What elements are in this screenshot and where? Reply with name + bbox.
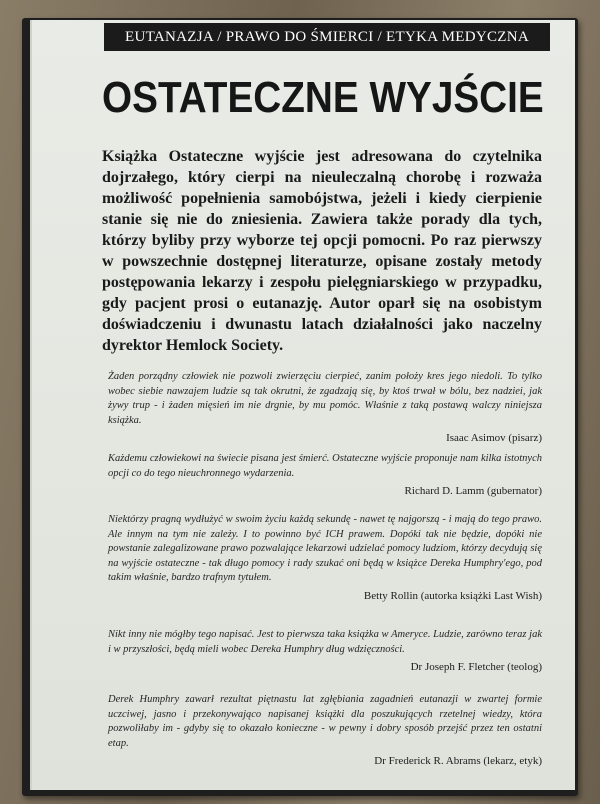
blurb-author: Dr Frederick R. Abrams (lekarz, etyk) bbox=[374, 755, 542, 767]
blurb-author: Dr Joseph F. Fletcher (teolog) bbox=[410, 661, 542, 673]
blurb-quote bbox=[108, 370, 542, 446]
subject-header-bar: EUTANAZJA / PRAWO DO ŚMIERCI / ETYKA MEDYCZNA bbox=[104, 23, 550, 51]
blurb-text: Każdemu człowiekowi na świecie pisana jest śmierć. Ostateczne wyjście proponuje nam kilka istotnych opcji co do tego nieuchronnego wydarzenia. bbox=[108, 453, 542, 479]
book-back-cover bbox=[30, 20, 575, 790]
blurb-author: Isaac Asimov (pisarz) bbox=[446, 432, 542, 444]
blurb-quote bbox=[108, 693, 542, 769]
blurb-author: Betty Rollin (autorka książki Last Wish) bbox=[363, 589, 542, 602]
blurb-quote bbox=[108, 628, 542, 675]
blurb-text: Derek Humphry zawarł rezultat piętnastu lat zgłębiania zagadnień eutanazji w zwartej formie uczciwej, jasno i przekonywająco napisanej książki dla poszukujących rzetelnej wiedzy, która pozwoliłaby im - gdyby się to okazało konieczne - w pewny i dobry sposób przejść przez ten ostatni etap. bbox=[108, 694, 542, 749]
blurb-quote bbox=[108, 513, 542, 603]
blurb-author: Richard D. Lamm (gubernator) bbox=[404, 485, 542, 497]
book-title: OSTATECZNE WYJŚCIE bbox=[102, 73, 544, 122]
blurb-text: Żaden porządny człowiek nie pozwoli zwierzęciu cierpieć, zanim położy kres jego niedoli. To tylko wobec siebie nawzajem ludzie są tak okrutni, że zgadzają się, by ktoś trwał w bólu, bez nadziei, jak żywy trup - i żaden mięsień im nie drgnie, by mu pomóc. Właśnie z taką postawą walczy niniejsza książka. bbox=[108, 371, 542, 426]
book-description: Książka Ostateczne wyjście jest adresowana do czytelnika dojrzałego, który cierpi na nieuleczalną chorobę i rozważa możliwość popełnienia samobójstwa, jeżeli i kiedy cierpienie stanie się nie do zniesienia. Zawiera także porady dla tych, którzy byliby przy wyborze tej opcji pomocni. Po raz pierwszy w powszechnie dostępnej literaturze, opisane zostały metody postępowania lekarzy i zespołu pielęgniarskiego w przypadku, gdy pacjent prosi o eutanazję. Autor oparł się na osobistym doświadczeniu i dwunastu latach działalności jako naczelny dyrektor Hemlock Society. bbox=[102, 148, 542, 354]
blurb-text: Niektórzy pragną wydłużyć w swoim życiu każdą sekundę - nawet tę najgorszą - i mają do tego prawo. Ale innym na tym nie zależy. I to powinno być ICH prawem. Dopóki tak nie będzie, dopóki nie powstanie zalegalizowane prawo pozwalające lekarzowi udzielać pomocy ludziom, którzy decydują się na wyjście ostateczne - tak długo pomocy i rady szukać oni będą w książce Dereka Humphry'ego, pod takim właśnie, bardzo trafnym tytułem. bbox=[108, 514, 542, 583]
blurb-text: Nikt inny nie mógłby tego napisać. Jest to pierwsza taka książka w Ameryce. Ludzie, zarówno teraz jak i w przyszłości, będą mieli wobec Dereka Humphry dług wdzięczności. bbox=[108, 629, 542, 655]
blurb-quote bbox=[108, 452, 542, 499]
